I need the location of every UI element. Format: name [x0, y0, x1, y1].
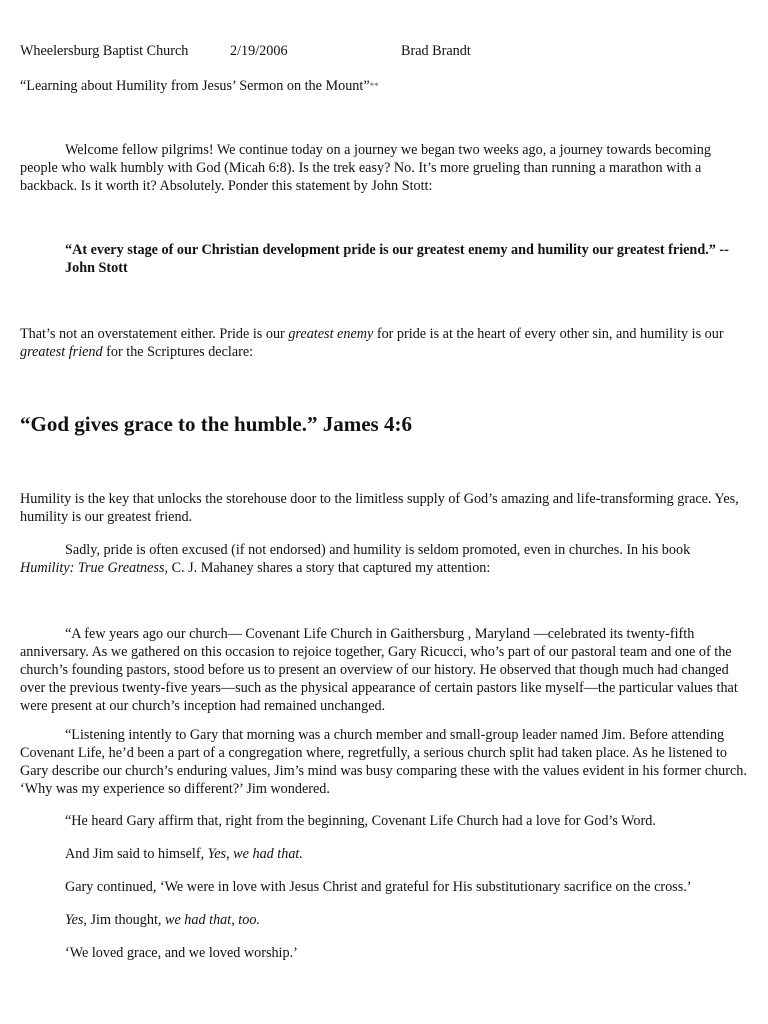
- church-name: Wheelersburg Baptist Church: [20, 43, 189, 59]
- book-title: Humility: True Greatness: [20, 560, 165, 576]
- sermon-title: [20, 77, 748, 95]
- we-had-that-too-italic: we had that, too.: [165, 912, 260, 928]
- story-paragraph-2: “Listening intently to Gary that morning was a church member and small-group leader named Jim. Before attending Covenant Life, he’d been a part of a congregation where, regretfully, a serious church split had taken place. As he listened to Gary describe our church’s enduring values, Jim’s mind was busy comparing these with the values evident in his former church. ‘Why was my experience so different?’ Jim wondered.: [20, 727, 747, 797]
- greatest-friend-emphasis: greatest friend: [20, 344, 103, 360]
- document-header: [20, 42, 748, 60]
- sermon-title-text: “Learning about Humility from Jesus’ Sermon on the Mount”: [20, 78, 370, 94]
- jim-said-text: And Jim said to himself,: [65, 846, 208, 862]
- book-intro-paragraph: [20, 541, 748, 577]
- sermon-date: 2/19/2006: [230, 43, 288, 59]
- book-intro-text-1: Sadly, pride is often excused (if not endorsed) and humility is seldom promoted, even in churches. In his book: [65, 542, 691, 558]
- pride-text-1: That’s not an overstatement either. Pride is our: [20, 326, 289, 342]
- jim-thought-text: , Jim thought,: [83, 912, 165, 928]
- title-footnote-mark: **: [369, 81, 379, 91]
- story-paragraph-7: ‘We loved grace, and we loved worship.’: [65, 945, 298, 961]
- author-name: Brad Brandt: [401, 43, 471, 59]
- humility-key-paragraph: Humility is the key that unlocks the storehouse door to the limitless supply of God’s amazing and life-transforming grace. Yes, humility is our greatest friend.: [20, 491, 739, 525]
- pride-paragraph: [20, 325, 748, 361]
- story-paragraph-3: “He heard Gary affirm that, right from the beginning, Covenant Life Church had a love for God’s Word.: [65, 813, 656, 829]
- book-intro-text-2: , C. J. Mahaney shares a story that captured my attention:: [164, 560, 491, 576]
- story-paragraph-4: [65, 845, 748, 863]
- story-paragraph-1: “A few years ago our church— Covenant Life Church in Gaithersburg , Maryland —celebrated its twenty-fifth anniversary. As we gathered on this occasion to rejoice together, Gary Ricucci, who’s part of our pastoral team and one of the church’s founding pastors, stood before us to present an overview of our history. He observed that though much had changed over the previous twenty-five years—such as the physical appearance of certain pastors like myself—the particular values that were present at our church’s inception had remained unchanged.: [20, 626, 738, 714]
- scripture-verse: “God gives grace to the humble.” James 4:6: [20, 412, 412, 436]
- stott-quote: “At every stage of our Christian development pride is our greatest enemy and humility our greatest friend.” --John Stott: [65, 242, 729, 276]
- jim-thought-italic: Yes, we had that.: [207, 846, 303, 862]
- story-paragraph-5: Gary continued, ‘We were in love with Jesus Christ and grateful for His substitutionary sacrifice on the cross.’: [65, 879, 692, 895]
- yes-italic: Yes: [65, 912, 84, 928]
- pride-text-3: for the Scriptures declare:: [102, 344, 254, 360]
- intro-paragraph: Welcome fellow pilgrims! We continue today on a journey we began two weeks ago, a journey towards becoming people who walk humbly with God (Micah 6:8). Is the trek easy? No. It’s more grueling than running a marathon with a backback. Is it worth it? Absolutely. Ponder this statement by John Stott:: [20, 142, 711, 194]
- greatest-enemy-emphasis: greatest enemy: [288, 326, 374, 342]
- story-paragraph-6: [65, 911, 748, 929]
- pride-text-2: for pride is at the heart of every other sin, and humility is our: [373, 326, 724, 342]
